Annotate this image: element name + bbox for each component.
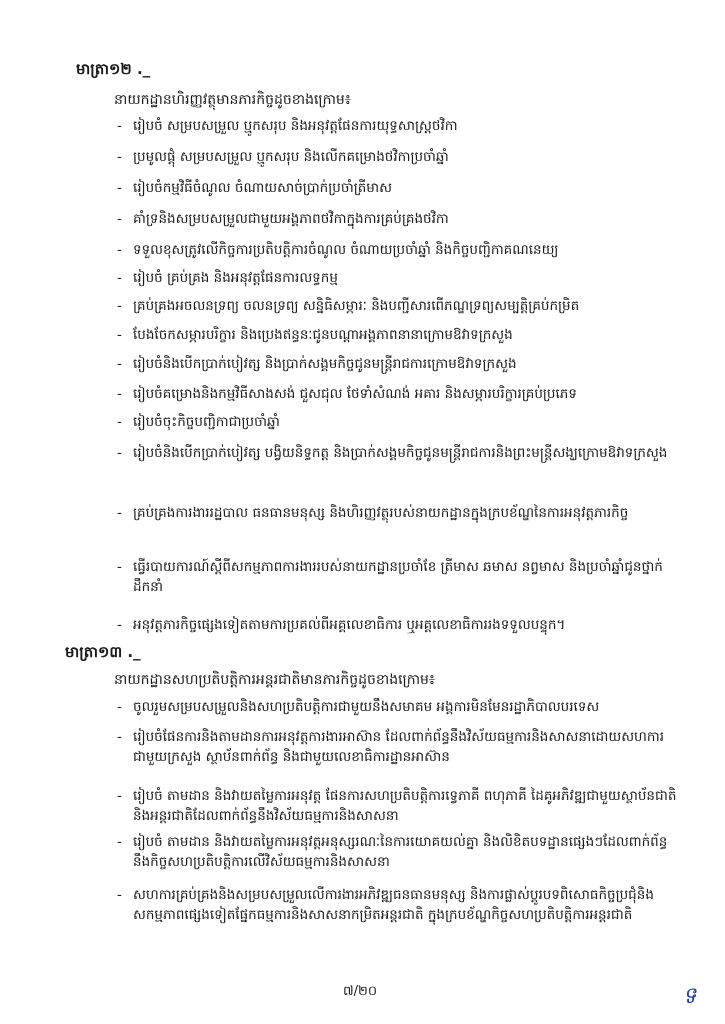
list-item: - រៀបចំ គ្រប់គ្រង និងអនុវត្តផែនការលទ្ធកម្ម — [117, 270, 338, 286]
list-item: - រៀបចំ តាមដាន និងវាយតម្លៃការអនុវត្តអនុស្សរណៈនៃការយោគយល់គ្នា និងលិខិតបទដ្ឋានផ្សេងៗដែលពាក់ព័ន្ធនឹងកិច្ចសហប្រតិបត្តិការលើវិស័យធម្មការនិងសាសនា — [117, 834, 668, 870]
article-13-title: មាត្រា១៣ ._ — [65, 643, 141, 661]
list-item: - រៀបចំ តាមដាន និងវាយតម្លៃការអនុវត្ត ផែនការសហប្រតិបត្តិការទ្វេភាគី ពហុភាគី ដៃគូអភិវឌ្ឍជាមួយស្ថាប័នជាតិនិងអន្តរជាតិដែលពាក់ព័ន្ធនឹងវិស័យធម្មការនិងសាសនា — [117, 788, 677, 824]
list-item: - ចូលរួមសម្របសម្រួលនិងសហប្រតិបត្តិការជាមួយនឹងសមាគម អង្គការមិនមែនរដ្ឋាភិបាលបរទេស — [117, 699, 600, 715]
list-item: - ធ្វើរបាយការណ៍ស្តីពីសកម្មភាពការងាររបស់នាយកដ្ឋានប្រចាំខែ ត្រីមាស ឆមាស នព្វមាស និងប្រចាំឆ្នាំជូនថ្នាក់ដឹកនាំ — [117, 559, 663, 595]
article-13-intro: នាយកដ្ឋានសហប្រតិបត្តិការអន្តរជាតិមានភារកិច្ចដូចខាងក្រោម៖ — [114, 672, 436, 688]
list-item: - ប្រមូលផ្តុំ សម្របសម្រួល ប្មូកសរុប និងលើកគម្រោងថវិកាប្រចាំឆ្នាំ — [117, 149, 449, 165]
list-item: - រៀបចំនិងបើកប្រាក់បៀវត្ស បង្វិយនិទ្ធកត្ត និងប្រាក់សង្គមកិច្ចជូនមន្ត្រីរាជការនិងព្រះមន្ត្រីសង្ឃក្រោមឱវាទក្រសួង — [117, 445, 668, 461]
list-item: - រៀបចំផែនការនិងតាមដានការអនុវត្តការងារអាស៊ាន ដែលពាក់ព័ន្ធនឹងវិស័យធម្មការនិងសាសនាដោយសហការជាមួយក្រសួង ស្ថាប័នពាក់ព័ន្ធ និងជាមួយលេខាធិការដ្ឋានអាស៊ាន — [117, 729, 665, 765]
list-item: - រៀបចំគម្រោងនិងកម្មវិធីសាងសង់ ជួសជុល ថែទាំសំណង់ អគារ និងសម្ភារបរិក្ខារគ្រប់ប្រភេទ — [117, 386, 577, 402]
list-item: - រៀបចំ សម្របសម្រួល ប្មូកសរុប និងអនុវត្តផែនការយុទ្ធសាស្ត្រថវិកា — [117, 118, 458, 134]
article-12-title: មាត្រា១២ ._ — [76, 60, 151, 78]
list-item: - បែងចែកសម្ភារបរិក្ខារ និងប្រេងឥន្ធនៈជូនបណ្តាអង្គភាពនានាក្រោមឱវាទក្រសួង — [117, 327, 513, 343]
list-item: - រៀបចំនិងបើកប្រាក់បៀវត្ស និងប្រាក់សង្គមកិច្ចជូនមន្ត្រីរាជការក្រោមឱវាទក្រសួង — [117, 356, 517, 372]
list-item: - គាំទ្រនិងសម្របសម្រួលជាមួយអង្គភាពថវិកាក្នុងការគ្រប់គ្រងថវិកា — [117, 211, 449, 227]
page-number: ៧/២០ — [342, 984, 378, 999]
list-item: - គ្រប់គ្រងអចលនទ្រព្យ ចលនទ្រព្យ សន្និធិសម្ភារៈ និងបញ្ជីសារពើភណ្ឌទ្រព្យសម្បត្តិគ្រប់កម្រិត — [117, 298, 580, 314]
list-item: - អនុវត្តភារកិច្ចផ្សេងទៀតតាមការប្រគល់ពីអគ្គលេខាធិការ ឬអគ្គលេខាធិការរងទទួលបន្ទុក។ — [117, 617, 566, 633]
list-item: - រៀបចំកម្មវិធីចំណូល ចំណាយសាច់ប្រាក់ប្រចាំត្រីមាស — [117, 180, 392, 196]
list-item: - សហការគ្រប់គ្រងនិងសម្របសម្រួលលើការងារអភិវឌ្ឍធនធានមនុស្ស និងការផ្លាស់ប្តូរបទពិសោធកិច្ចប្រជុំនិងសកម្មភាពផ្សេងទៀតផ្នែកធម្មការនិងសាសនាកម្រិតអន្តរជាតិ ក្នុងក្របខ័ណ្ឌកិច្ចសហប្រតិបត្តិការអន្តរជាតិ — [117, 887, 654, 923]
list-item: - ទទួលខុសត្រូវលើកិច្ចការប្រតិបត្តិការចំណូល ចំណាយប្រចាំឆ្នាំ និងកិច្ចបញ្ជិកាគណនេយ្យ — [117, 242, 559, 258]
article-12-intro: នាយកដ្ឋានហិរញ្ញវត្ថុមានភារកិច្ចដូចខាងក្រោម៖ — [114, 92, 351, 108]
handwritten-initials: ទ — [681, 983, 699, 1010]
list-item: - រៀបចំចុះកិច្ចបញ្ជិកាជាប្រចាំឆ្នាំ — [117, 414, 280, 430]
list-item: - គ្រប់គ្រងការងាររដ្ឋបាល ធនធានមនុស្ស និងហិរញ្ញវត្ថុរបស់នាយកដ្ឋានក្នុងក្របខ័ណ្ឌនៃការអនុវត្តភារកិច្ច — [117, 505, 629, 521]
